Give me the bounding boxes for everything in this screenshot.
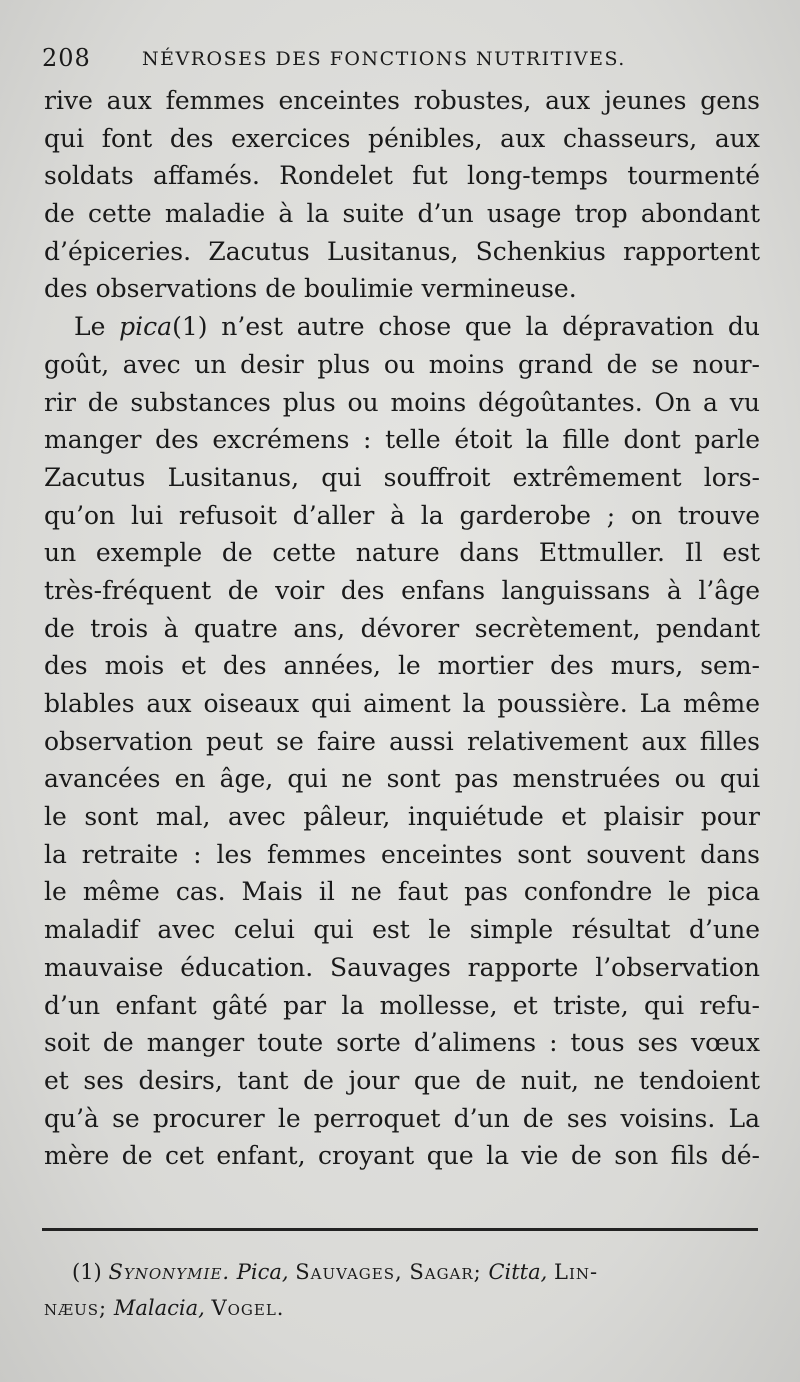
text-line: blables aux oiseaux qui aiment la poussière. La même — [44, 689, 760, 718]
pica-paragraph-start — [44, 308, 760, 346]
text-line: des mois et des années, le mortier des murs, sem- — [44, 651, 760, 681]
text-line: soit de manger toute sorte d’alimens : tous ses vœux — [44, 1028, 760, 1058]
footnote-sauvages: Sauvages, — [295, 1260, 403, 1284]
text-line: le sont mal, avec pâleur, inquiétude et plaisir pour — [44, 802, 760, 832]
text-line: goût, avec un desir plus ou moins grand de se nour- — [44, 349, 760, 379]
text-line: observation peut se faire aussi relativement aux filles — [44, 726, 760, 756]
footnote-linnaeus-end: næus; — [44, 1296, 108, 1320]
text-line: rir de substances plus ou moins dégoûtantes. On a vu — [44, 387, 760, 417]
pica-term: pica — [119, 312, 173, 342]
text-line: mère de cet enfant, croyant que la vie de son fils dé- — [44, 1141, 760, 1171]
footnote-number: (1) — [72, 1260, 102, 1284]
text-line: et ses desirs, tant de jour que de nuit, ne tendoient — [44, 1065, 760, 1095]
footnote-vogel: Vogel. — [211, 1296, 285, 1320]
text-line: rive aux femmes enceintes robustes, aux jeunes gens — [44, 86, 760, 115]
footnote-malacia: Malacia, — [113, 1296, 205, 1320]
text-line: manger des excrémens : telle étoit la fille dont parle — [44, 425, 760, 455]
footnote-sagar: Sagar; — [409, 1260, 482, 1284]
footnote-line — [44, 1254, 758, 1290]
text-line: d’épiceries. Zacutus Lusitanus, Schenkius rapportent — [44, 236, 760, 266]
running-head: NÉVROSES DES FONCTIONS NUTRITIVES. — [142, 48, 626, 70]
text-line: de cette maladie à la suite d’un usage trop abondant — [44, 199, 760, 229]
text-line: le même cas. Mais il ne faut pas confondre le pica — [44, 877, 760, 907]
text-line: mauvaise éducation. Sauvages rapporte l’observation — [44, 952, 760, 982]
text-line: de trois à quatre ans, dévorer secrètement, pendant — [44, 613, 760, 643]
footnote-synonymie: Synonymie. — [108, 1260, 231, 1284]
body-text — [44, 82, 760, 1175]
text-line: d’un enfant gâté par la mollesse, et triste, qui refu- — [44, 990, 760, 1020]
text-line: la retraite : les femmes enceintes sont souvent dans — [44, 839, 760, 869]
text-line: n’est autre chose que la dépravation du — [221, 312, 760, 342]
text-line: un exemple de cette nature dans Ettmuller. Il est — [44, 538, 760, 568]
footnote-citta: Citta, — [488, 1260, 548, 1284]
text-line: Zacutus Lusitanus, qui souffroit extrêmement lors- — [44, 462, 760, 492]
text-line: des observations de boulimie vermineuse. — [44, 274, 577, 304]
text-line: qu’à se procurer le perroquet d’un de ses voisins. La — [44, 1103, 760, 1133]
footnote-linnaeus: Lin- — [554, 1260, 599, 1284]
page-header — [42, 42, 760, 82]
pica-intro: Le — [74, 312, 120, 342]
text-line: qu’on lui refusoit d’aller à la garderobe ; on trouve — [44, 500, 760, 530]
text-line: avancées en âge, qui ne sont pas menstruées ou qui — [44, 764, 760, 794]
text-line: qui font des exercices pénibles, aux chasseurs, aux — [44, 123, 760, 153]
footnote-line — [44, 1290, 758, 1326]
text-line: soldats affamés. Rondelet fut long-temps tourmenté — [44, 161, 760, 191]
text-line: très-fréquent de voir des enfans languissans à l’âge — [44, 575, 760, 605]
page-number: 208 — [42, 44, 91, 72]
footnote-ref: (1) — [172, 312, 208, 342]
footnote-pica: Pica, — [236, 1260, 289, 1284]
footnote-divider — [42, 1228, 758, 1231]
footnote — [44, 1254, 758, 1326]
text-line: maladif avec celui qui est le simple résultat d’une — [44, 915, 760, 945]
